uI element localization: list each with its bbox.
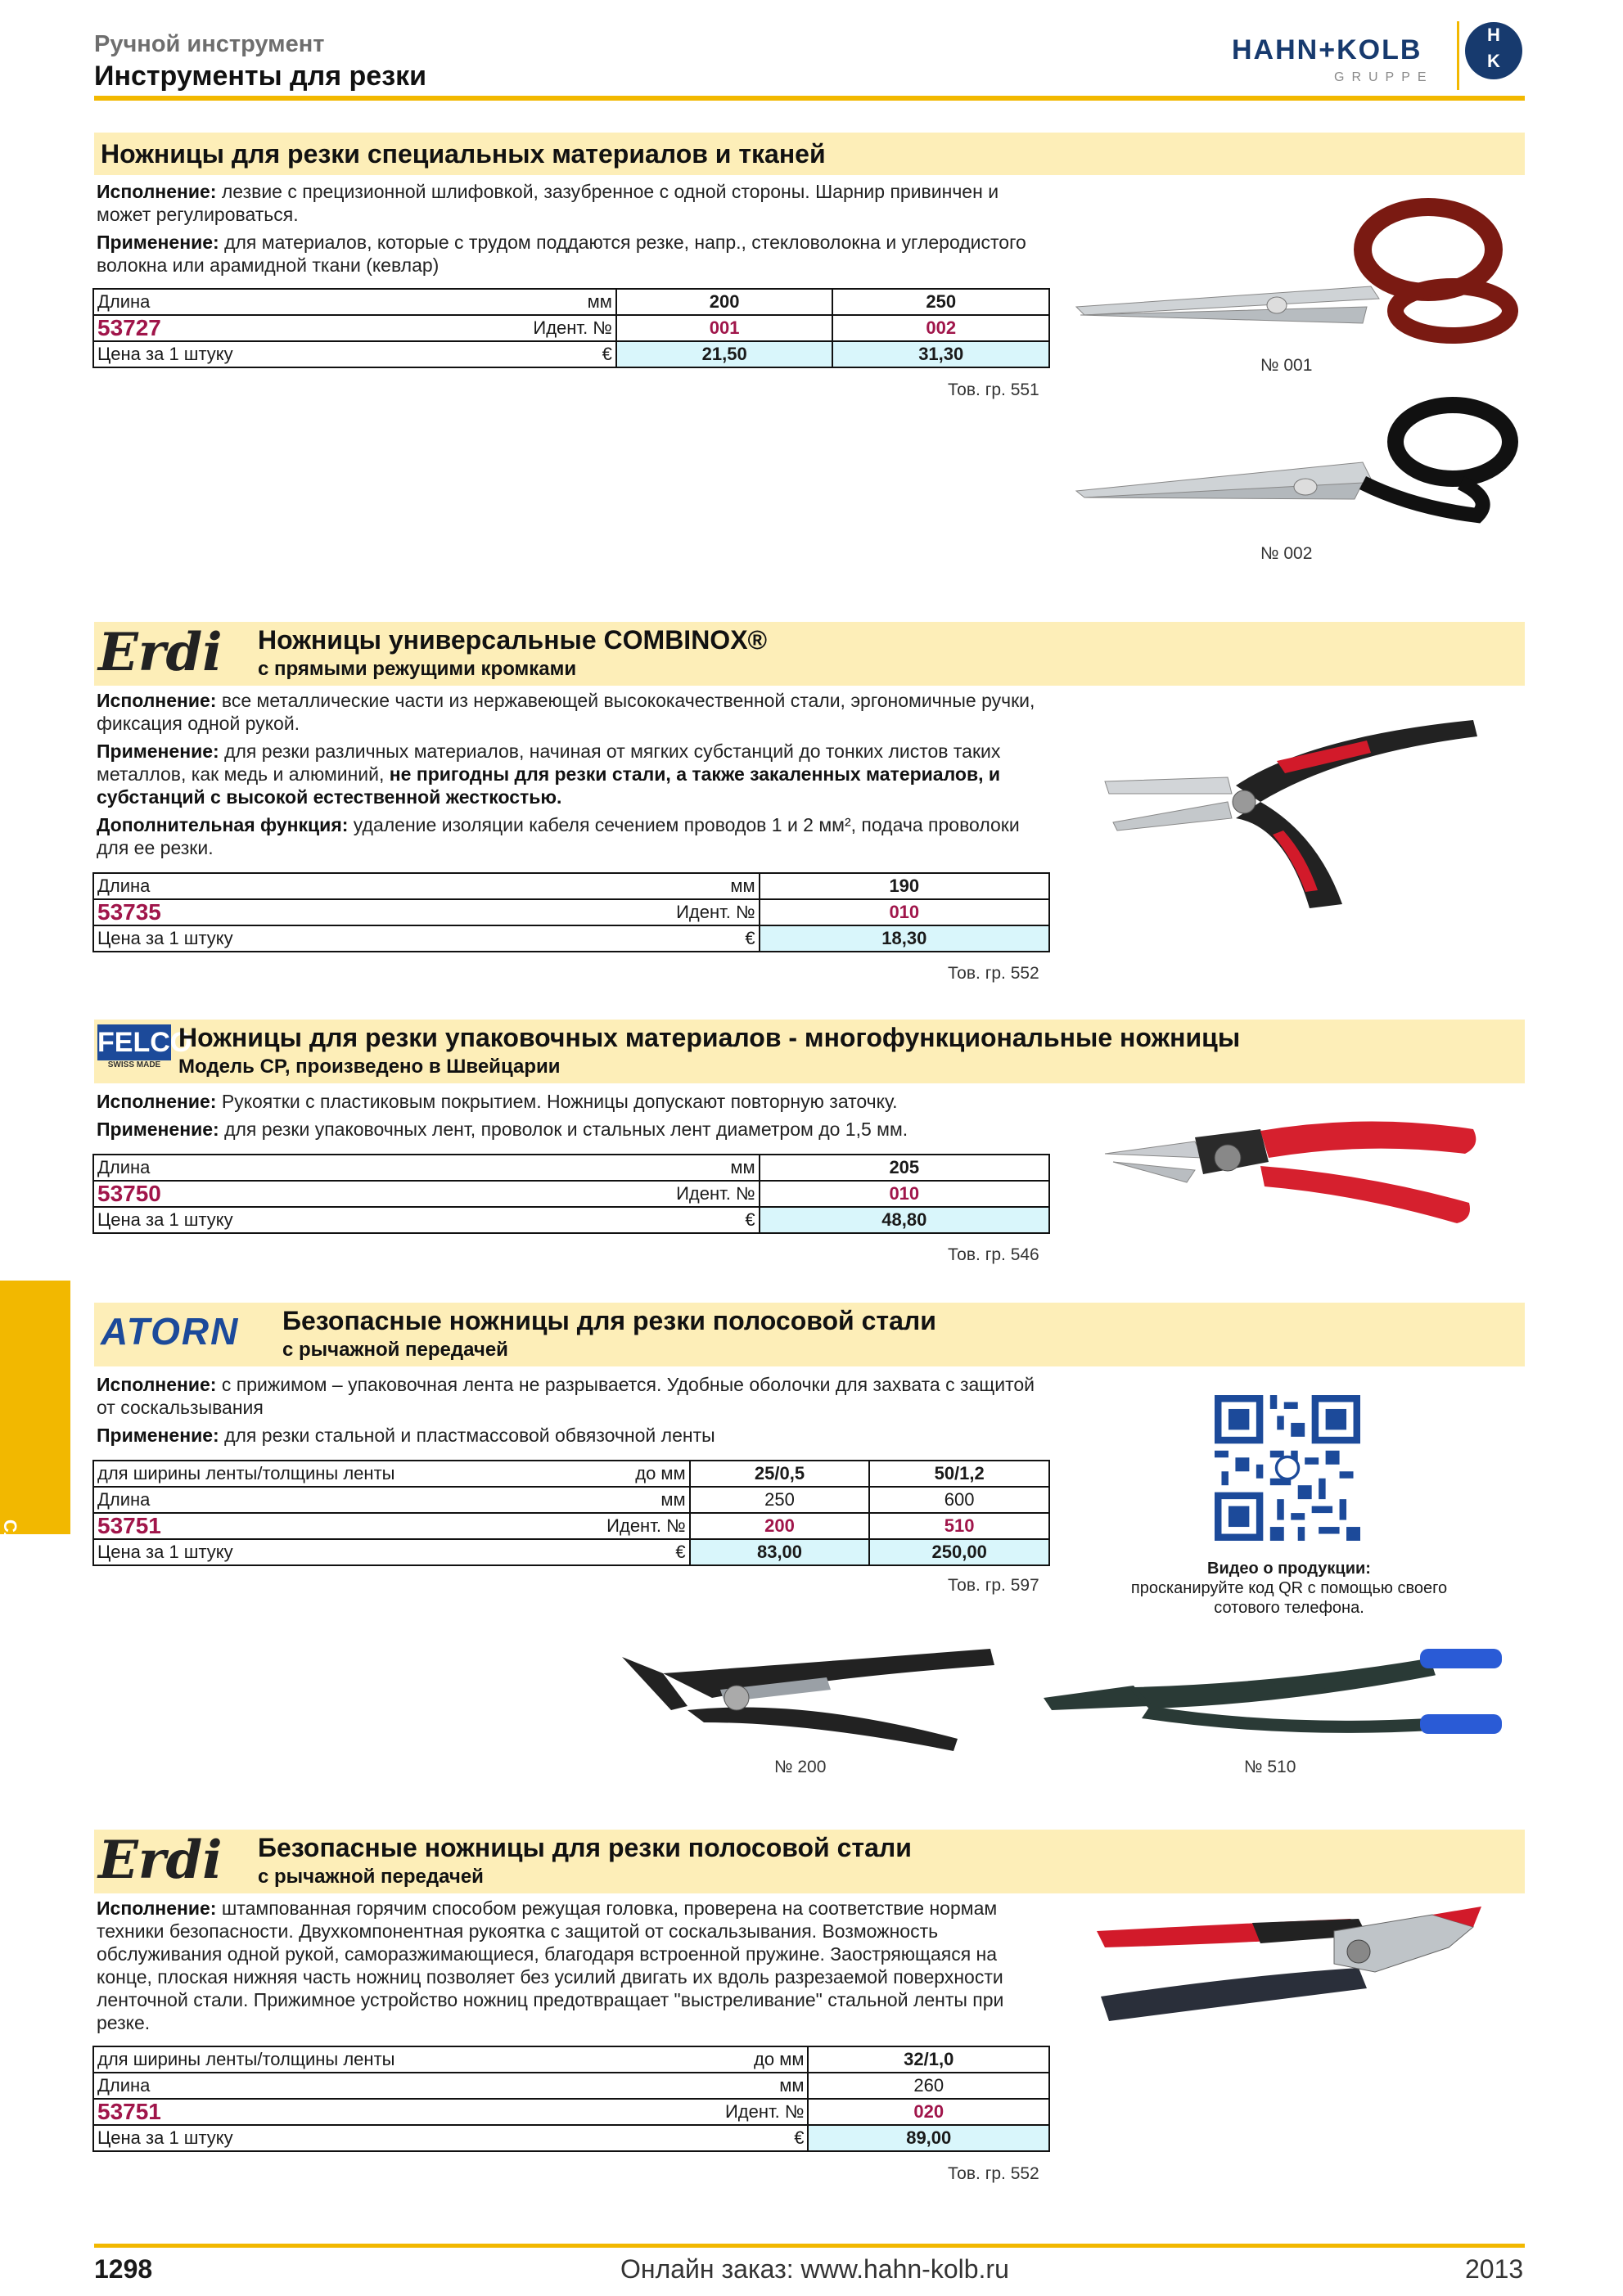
side-tab[interactable]: Слесарный инструмент — [0, 1281, 70, 1534]
table-label: Длина — [97, 1157, 151, 1177]
table-label: для ширины ленты/толщины ленты — [97, 1463, 395, 1483]
table-cell — [93, 1513, 690, 1539]
product-group: Тов. гр. 552 — [948, 2164, 1039, 2183]
image-caption: № 001 — [1260, 356, 1313, 375]
description-text: Исполнение: — [97, 1374, 217, 1395]
table-label: мм — [730, 876, 755, 896]
section-subtitle: с рычажной передачей — [258, 1866, 484, 1888]
section-title-bar — [94, 133, 1525, 175]
table-label: до мм — [635, 1463, 686, 1483]
section-title: Ножницы универсальные COMBINOX® — [258, 625, 768, 655]
company-logo-sub: GRUPPE — [1334, 70, 1434, 84]
header-category: Ручной инструмент — [94, 31, 325, 57]
table-cell: 010 — [760, 1181, 1049, 1207]
table-label: Идент. № — [533, 317, 612, 338]
section-title: Ножницы для резки специальных материалов и тканей — [101, 139, 826, 169]
spec-table — [92, 288, 1050, 368]
section-title-bar — [94, 1303, 1525, 1366]
table-label: € — [602, 344, 612, 364]
table-row — [93, 2125, 1049, 2151]
table-label — [97, 875, 755, 898]
table-label — [97, 317, 612, 340]
table-label: Идент. № — [676, 1183, 755, 1204]
description-text: штампованная горячим способом режущая головка, проверена на соответствие нормам техники безопасности. Двухкомпонентная рукоятка с защитой от соскальзывания. Возможность обслуживания одной рукой, саморазжимающиеся, благодаря встроенной пружине. Заостряющаяся на конце, плоская нижняя часть ножниц позволяет без усилий двигать их вдоль разрезаемой поверхности ленточной стали. Прижимное устройство ножниц предотвращает "выстреливание" стальной ленты при резке. — [97, 1898, 1004, 2033]
table-cell: 200 — [616, 289, 833, 315]
table-label: € — [745, 928, 755, 948]
table-label: € — [794, 2127, 805, 2148]
article-number: 53751 — [97, 2099, 161, 2124]
section-subtitle: с рычажной передачей — [282, 1339, 508, 1361]
section-description — [97, 1897, 1046, 2039]
table-cell: 50/1,2 — [869, 1461, 1049, 1487]
table-label — [97, 1515, 686, 1537]
table-row — [93, 873, 1049, 899]
table-label — [97, 927, 755, 950]
table-label: до мм — [754, 2049, 805, 2069]
product-group: Тов. гр. 552 — [948, 964, 1039, 983]
table-cell: 48,80 — [760, 1207, 1049, 1233]
section-title-bar — [94, 622, 1525, 686]
section-description — [97, 1090, 1046, 1146]
shears-510-image — [1035, 1636, 1510, 1751]
brand-logo-erdi: Erdi — [98, 622, 223, 683]
section-description — [97, 1373, 1046, 1452]
description-text: с прижимом – упаковочная лента не разрывается. Удобные оболочки для захвата с защитой от соскальзывания — [97, 1374, 1035, 1418]
table-cell — [93, 1181, 760, 1207]
table-label: мм — [779, 2075, 805, 2096]
section-title: Безопасные ножницы для резки полосовой стали — [258, 1833, 912, 1862]
article-number: 53750 — [97, 1181, 161, 1206]
section-title-bar — [94, 1830, 1525, 1893]
table-row — [93, 315, 1049, 341]
section-title: Ножницы для резки упаковочных материалов - многофункциональные ножницы — [178, 1023, 1241, 1052]
table-row — [93, 2046, 1049, 2073]
table-label — [97, 290, 612, 313]
table-label — [97, 343, 612, 366]
shears-200-image — [614, 1632, 999, 1755]
table-row — [93, 1155, 1049, 1181]
table-label: Цена за 1 штуку — [97, 928, 233, 948]
description-text: для резки стальной и пластмассовой обвязочной ленты — [219, 1425, 715, 1446]
table-label: € — [745, 1209, 755, 1230]
erdi-shears-image — [1089, 1898, 1498, 2046]
table-label — [97, 901, 755, 924]
table-label: Идент. № — [724, 2101, 805, 2122]
table-label: Длина — [97, 291, 151, 312]
table-row — [93, 2073, 1049, 2099]
header-subcategory: Инструменты для резки — [94, 61, 427, 92]
brand-logo-erdi: Erdi — [98, 1830, 223, 1891]
description-text — [97, 1373, 1046, 1419]
catalog-year: 2013 — [1465, 2254, 1524, 2284]
description-text: Рукоятки с пластиковым покрытием. Ножницы допускают повторную заточку. — [216, 1091, 898, 1112]
table-label: € — [675, 1542, 686, 1562]
product-group: Тов. гр. 546 — [948, 1245, 1039, 1264]
table-cell — [93, 873, 760, 899]
qr-code-icon[interactable] — [1215, 1395, 1360, 1541]
description-text — [97, 1118, 1046, 1141]
table-label — [97, 1156, 755, 1179]
brand-logo-felco: FELCO SWISS MADE — [97, 1024, 171, 1077]
table-label: Длина — [97, 1489, 151, 1510]
table-label: Цена за 1 штуку — [97, 1209, 233, 1230]
description-text: Исполнение: — [97, 181, 217, 202]
description-text — [97, 813, 1046, 859]
description-text: Применение: — [97, 1425, 219, 1446]
description-text: все металлические части из нержавеющей высококачественной стали, эргономичные ручки, фиксация одной рукой. — [97, 690, 1035, 734]
image-caption: № 002 — [1260, 544, 1313, 563]
table-cell — [93, 2046, 808, 2073]
felco-scissors-image — [1097, 1096, 1490, 1236]
table-label: мм — [587, 291, 612, 312]
table-cell — [93, 289, 616, 315]
description-text: для резки различных материалов, начиная от мягких субстанций до тонких листов таких металлов, как медь и алюминий, — [97, 741, 1001, 785]
table-cell — [93, 2125, 808, 2151]
description-text: для резки упаковочных лент, проволок и стальных лент диаметром до 1,5 мм. — [219, 1119, 908, 1140]
table-cell: 250 — [832, 289, 1049, 315]
table-cell — [93, 2099, 808, 2125]
product-group: Тов. гр. 551 — [948, 380, 1039, 399]
table-cell: 002 — [832, 315, 1049, 341]
description-text: Применение: — [97, 1119, 219, 1140]
table-cell — [93, 925, 760, 952]
table-label — [97, 2100, 804, 2123]
qr-caption: Видео о продукции: просканируйте код QR с помощью своего сотового телефона. — [1130, 1560, 1448, 1617]
table-cell: 020 — [808, 2099, 1049, 2125]
brand-logo-atorn: ATORN — [101, 1310, 240, 1353]
description-text: лезвие с прецизионной шлифовкой, зазубренное с одной стороны. Шарнир привинчен и может регулироваться. — [97, 181, 999, 225]
table-label — [97, 1182, 755, 1205]
article-number: 53735 — [97, 899, 161, 925]
table-cell: 600 — [869, 1487, 1049, 1513]
table-label — [97, 2048, 804, 2071]
table-cell — [93, 899, 760, 925]
logo-divider — [1457, 21, 1459, 90]
section-title: Безопасные ножницы для резки полосовой стали — [282, 1306, 936, 1335]
section-description — [97, 689, 1046, 864]
description-text — [97, 1897, 1046, 2034]
footer-rule — [94, 2244, 1525, 2248]
table-row — [93, 1207, 1049, 1233]
table-row — [93, 2099, 1049, 2125]
combinox-scissors-image — [1097, 704, 1490, 925]
table-label — [97, 1488, 686, 1511]
header-rule — [94, 96, 1525, 101]
article-number: 53727 — [97, 315, 161, 340]
table-label: мм — [730, 1157, 755, 1177]
description-text: не пригодны для резки стали, а также закаленных материалов, и субстанций с высокой естественной жесткостью. — [97, 763, 1001, 808]
table-cell: 89,00 — [808, 2125, 1049, 2151]
spec-table — [92, 1154, 1050, 1234]
table-cell — [93, 2073, 808, 2099]
table-label: Цена за 1 штуку — [97, 2127, 233, 2148]
description-text: удаление изоляции кабеля сечением проводов 1 и 2 мм², подача проволоки для ее резки. — [97, 814, 1020, 858]
table-cell: 83,00 — [690, 1539, 870, 1565]
table-label: Идент. № — [676, 902, 755, 922]
table-label — [97, 2074, 804, 2097]
table-cell: 010 — [760, 899, 1049, 925]
table-cell: 250 — [690, 1487, 870, 1513]
table-label: мм — [660, 1489, 686, 1510]
table-label — [97, 1541, 686, 1564]
table-row — [93, 1461, 1049, 1487]
description-text: Исполнение: — [97, 690, 217, 711]
image-caption: № 200 — [774, 1758, 827, 1776]
description-text: Исполнение: — [97, 1898, 217, 1919]
description-text: Применение: — [97, 232, 219, 253]
table-cell: 250,00 — [869, 1539, 1049, 1565]
table-cell — [93, 315, 616, 341]
section-description — [97, 180, 1046, 281]
table-label: Цена за 1 штуку — [97, 344, 233, 364]
table-label: для ширины ленты/толщины ленты — [97, 2049, 395, 2069]
scissors-001-image — [1068, 184, 1526, 348]
table-row — [93, 341, 1049, 367]
company-badge-icon: H K — [1465, 22, 1522, 79]
section-subtitle: Модель CP, произведено в Швейцарии — [178, 1056, 561, 1078]
table-cell: 32/1,0 — [808, 2046, 1049, 2073]
company-logo: HAHN+KOLB — [1232, 34, 1422, 65]
table-cell: 205 — [760, 1155, 1049, 1181]
table-row — [93, 1181, 1049, 1207]
table-cell: 001 — [616, 315, 833, 341]
table-cell: 200 — [690, 1513, 870, 1539]
section-title-bar — [94, 1020, 1525, 1083]
spec-table — [92, 2046, 1050, 2152]
table-label: Длина — [97, 2075, 151, 2096]
image-caption: № 510 — [1244, 1758, 1296, 1776]
table-label — [97, 1462, 686, 1485]
description-text — [97, 180, 1046, 226]
table-label — [97, 1209, 755, 1231]
table-cell — [93, 1539, 690, 1565]
table-label — [97, 2127, 804, 2150]
table-row — [93, 1487, 1049, 1513]
table-cell: 190 — [760, 873, 1049, 899]
table-cell — [93, 1487, 690, 1513]
table-label: Цена за 1 штуку — [97, 1542, 233, 1562]
table-row — [93, 1513, 1049, 1539]
description-text: Дополнительная функция: — [97, 814, 349, 835]
table-cell — [93, 341, 616, 367]
description-text — [97, 231, 1046, 277]
description-text — [97, 1424, 1046, 1447]
scissors-002-image — [1068, 393, 1526, 540]
table-cell: 25/0,5 — [690, 1461, 870, 1487]
table-row — [93, 1539, 1049, 1565]
spec-table — [92, 1460, 1050, 1566]
description-text — [97, 689, 1046, 735]
table-cell: 31,30 — [832, 341, 1049, 367]
description-text: Применение: — [97, 741, 219, 762]
table-cell: 260 — [808, 2073, 1049, 2099]
table-cell — [93, 1207, 760, 1233]
description-text: Исполнение: — [97, 1091, 217, 1112]
section-subtitle: с прямыми режущими кромками — [258, 658, 577, 680]
online-order-link[interactable]: Онлайн заказ: www.hahn-kolb.ru — [620, 2254, 1009, 2284]
article-number: 53751 — [97, 1513, 161, 1538]
table-row — [93, 925, 1049, 952]
product-group: Тов. гр. 597 — [948, 1576, 1039, 1595]
table-row — [93, 899, 1049, 925]
table-cell — [93, 1155, 760, 1181]
table-cell: 510 — [869, 1513, 1049, 1539]
table-cell — [93, 1461, 690, 1487]
table-label: Идент. № — [606, 1515, 686, 1536]
table-cell: 21,50 — [616, 341, 833, 367]
spec-table — [92, 872, 1050, 952]
description-text — [97, 1090, 1046, 1113]
table-row — [93, 289, 1049, 315]
table-cell: 18,30 — [760, 925, 1049, 952]
page-number: 1298 — [94, 2254, 153, 2284]
table-label: Длина — [97, 876, 151, 896]
description-text — [97, 740, 1046, 808]
description-text: для материалов, которые с трудом поддаются резке, напр., стекловолокна и углеродистого волокна или арамидной ткани (кевлар) — [97, 232, 1026, 276]
